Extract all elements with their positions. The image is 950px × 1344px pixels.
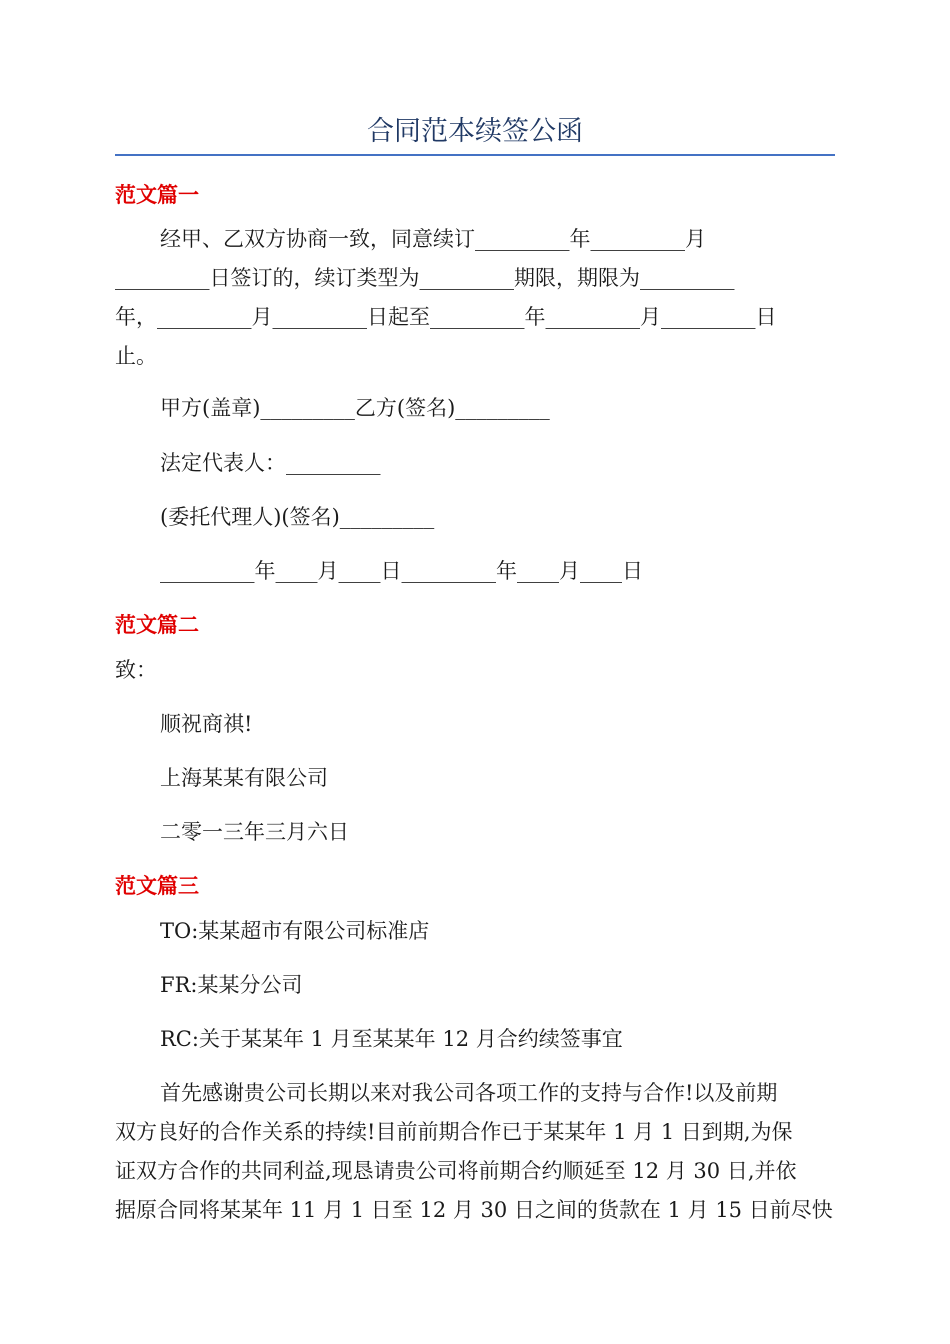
memo-to: TO:某某超市有限公司标准店 [160, 919, 430, 943]
signature-line-representative: 法定代表人：_________ [160, 451, 381, 475]
paragraph-line: 双方良好的合作关系的持续!目前前期合作已于某某年 1 月 1 日到期,为保 [115, 1120, 793, 1144]
memo-subject: RC:关于某某年 1 月至某某年 12 月合约续签事宜 [160, 1027, 623, 1051]
title-underline [115, 154, 835, 156]
salutation: 致： [115, 658, 157, 682]
letter-date: 二零一三年三月六日 [160, 820, 349, 844]
paragraph-line: 年，_________月_________日起至_________年_________月_________日 [115, 305, 777, 329]
company-name: 上海某某有限公司 [160, 766, 328, 790]
paragraph-line: 经甲、乙双方协商一致，同意续订_________年_________月 [160, 227, 706, 251]
section-heading-1: 范文篇一 [115, 183, 199, 207]
paragraph-line: _________日签订的，续订类型为_________期限，期限为_________ [115, 266, 735, 290]
document-title: 合同范本续签公函 [367, 116, 583, 147]
section-heading-2: 范文篇二 [115, 613, 199, 637]
paragraph-line: 首先感谢贵公司长期以来对我公司各项工作的支持与合作!以及前期 [160, 1081, 778, 1105]
paragraph-line: 据原合同将某某年 11 月 1 日至 12 月 30 日之间的货款在 1 月 15 日前尽快 [115, 1198, 833, 1222]
signature-line-parties: 甲方(盖章)_________乙方(签名)_________ [160, 396, 550, 420]
closing: 顺祝商祺! [160, 712, 253, 736]
memo-from: FR:某某分公司 [160, 973, 303, 997]
signature-line-agent: (委托代理人)(签名)_________ [160, 505, 435, 529]
paragraph-line: 止。 [115, 344, 157, 368]
paragraph-line: 证双方合作的共同利益,现恳请贵公司将前期合约顺延至 12 月 30 日,并依 [115, 1159, 797, 1183]
date-line: _________年____月____日_________年____月____日 [160, 559, 643, 583]
section-heading-3: 范文篇三 [115, 874, 199, 898]
